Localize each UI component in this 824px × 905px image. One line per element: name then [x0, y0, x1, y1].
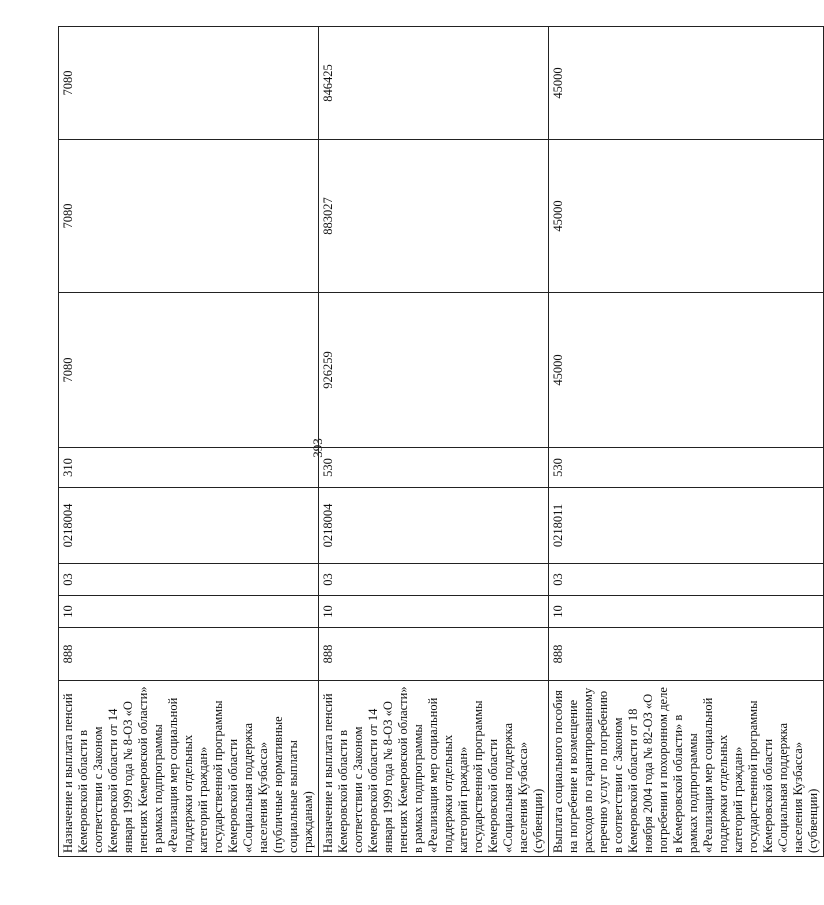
amount-year1-cell: 45000 — [549, 293, 824, 448]
target-code-cell: 0218004 — [59, 488, 319, 564]
budget-table — [58, 26, 824, 857]
amount-year3-cell: 45000 — [549, 27, 824, 140]
amount-year3-cell: 846425 — [319, 27, 549, 140]
subsection-code-cell: 03 — [549, 564, 824, 596]
ministry-code-cell: 888 — [59, 628, 319, 681]
subsection-code-cell: 03 — [59, 564, 319, 596]
rotated-table-container — [58, 27, 820, 857]
amount-year2-cell: 7080 — [59, 140, 319, 293]
section-code-cell: 10 — [59, 596, 319, 628]
target-code-cell: 0218011 — [549, 488, 824, 564]
table-row — [59, 27, 319, 857]
expense-type-cell: 310 — [59, 448, 319, 488]
amount-year3-cell: 7080 — [59, 27, 319, 140]
amount-year2-cell: 883027 — [319, 140, 549, 293]
row-name-cell: Назначение и выплата пенсий Кемеровской области в соответствии с Законом Кемеровской области от 14 января 1999 года № 8-ОЗ «О пенсиях Кемеровской области» в рамках подпрограммы «Реализация мер социальной поддержки отдельных категорий граждан» государственной программы Кемеровской области «Социальная поддержка населения Кузбасса» (публичные нормативные социальные выплаты гражданам) — [59, 681, 319, 857]
ministry-code-cell: 888 — [549, 628, 824, 681]
table-row — [549, 27, 824, 857]
row-name-cell: Выплата социального пособия на погребение и возмещение расходов по гарантированному перечню услуг по погребению в соответствии с Законом Кемеровской области от 18 ноября 2004 года № 82-ОЗ «О погребении и похоронном деле в Кемеровской области» в рамках подпрограммы «Реализация мер социальной поддержки отдельных категорий граждан» государственной программы Кемеровской области «Социальная поддержка населения Кузбасса» (субвенции) — [549, 681, 824, 857]
row-name-cell: Назначение и выплата пенсий Кемеровской области в соответствии с Законом Кемеровской области от 14 января 1999 года № 8-ОЗ «О пенсиях Кемеровской области» в рамках подпрограммы «Реализация мер социальной поддержки отдельных категорий граждан» государственной программы Кемеровской области «Социальная поддержка населения Кузбасса» (субвенции) — [319, 681, 549, 857]
table-row — [319, 27, 549, 857]
subsection-code-cell: 03 — [319, 564, 549, 596]
target-code-cell: 0218004 — [319, 488, 549, 564]
section-code-cell: 10 — [549, 596, 824, 628]
amount-year2-cell: 45000 — [549, 140, 824, 293]
ministry-code-cell: 888 — [319, 628, 549, 681]
section-code-cell: 10 — [319, 596, 549, 628]
page-number: 393 — [310, 438, 325, 458]
expense-type-cell: 530 — [319, 448, 549, 488]
amount-year1-cell: 7080 — [59, 293, 319, 448]
expense-type-cell: 530 — [549, 448, 824, 488]
amount-year1-cell: 926259 — [319, 293, 549, 448]
